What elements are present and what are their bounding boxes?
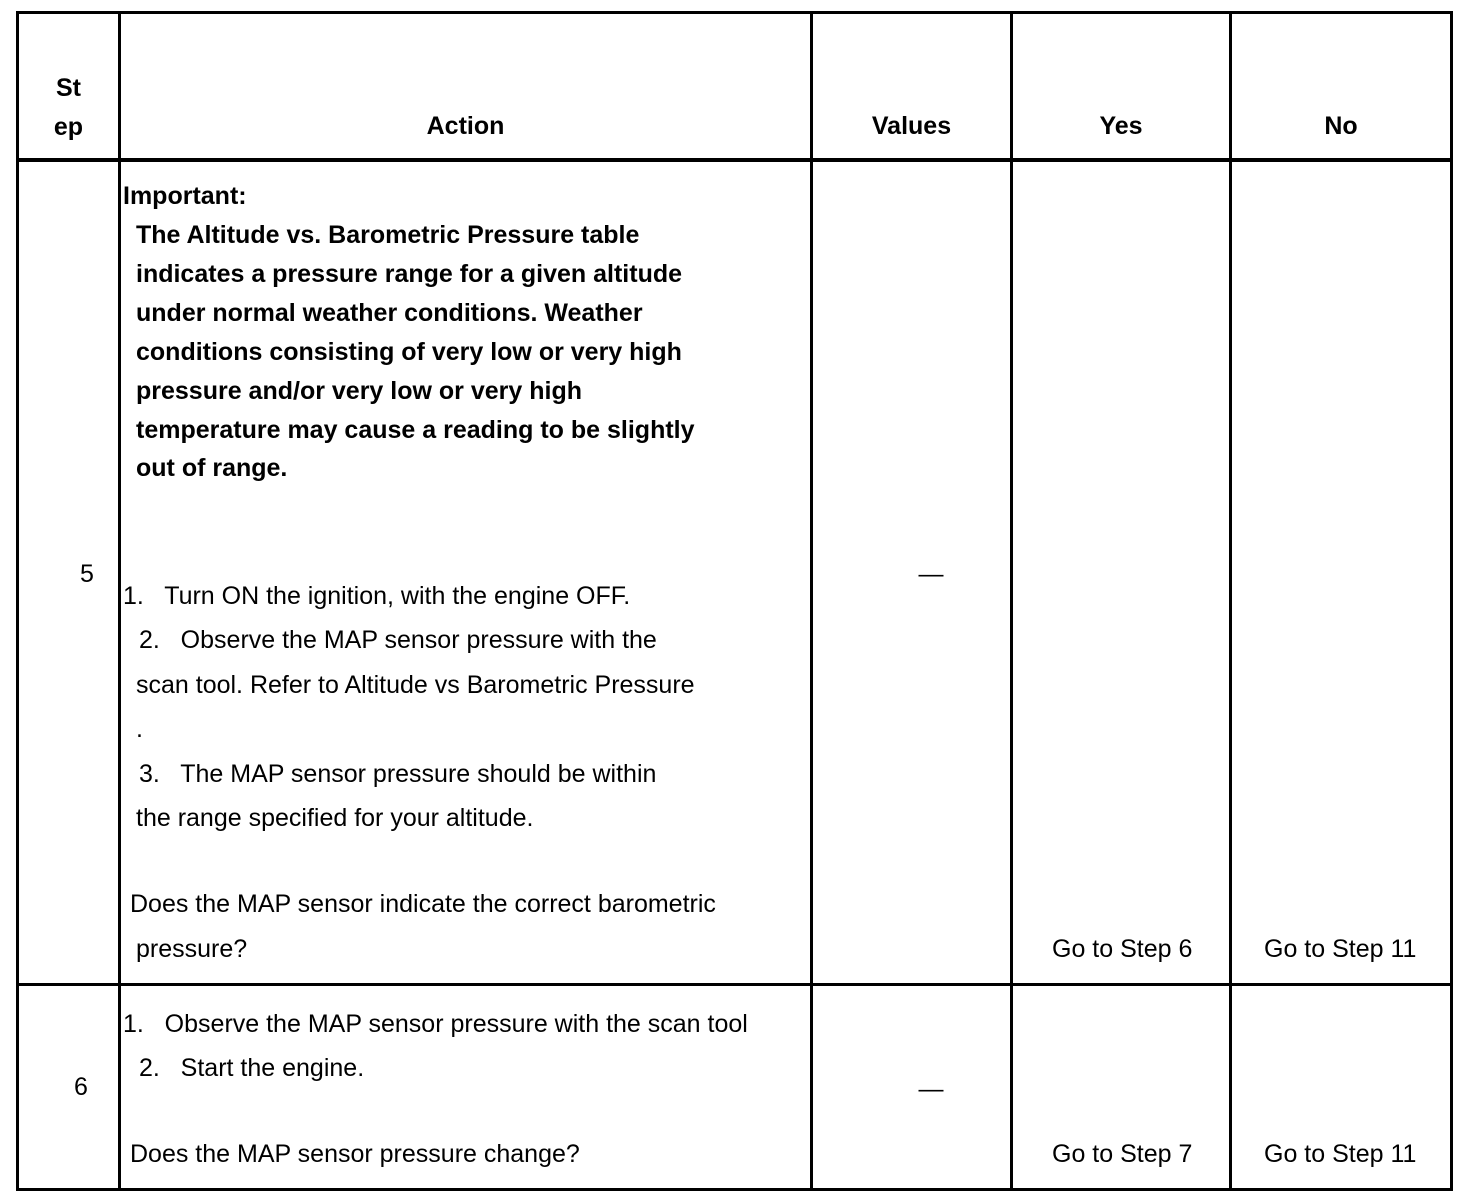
step-number: 5 xyxy=(80,560,94,588)
value-cell: — xyxy=(918,560,944,588)
action-step-line: 1. Observe the MAP sensor pressure with the scan tool xyxy=(123,1010,748,1038)
row-divider xyxy=(16,983,1453,986)
action-step-line: 1. Turn ON the ignition, with the engine OFF. xyxy=(123,582,631,610)
table-border-right xyxy=(1450,11,1453,1191)
col-divider-step xyxy=(118,11,121,1191)
table-border-left xyxy=(16,11,19,1191)
col-divider-values xyxy=(1010,11,1013,1191)
important-text-line: out of range. xyxy=(136,454,288,482)
important-text-line: temperature may cause a reading to be slightly xyxy=(136,416,695,444)
header-action: Action xyxy=(426,112,505,140)
action-step-line: the range specified for your altitude. xyxy=(136,804,534,832)
header-no: No xyxy=(1324,112,1358,140)
yes-cell: Go to Step 7 xyxy=(1052,1140,1193,1168)
action-question: Does the MAP sensor indicate the correct barometric xyxy=(130,890,716,918)
table-border-bottom xyxy=(16,1188,1453,1191)
header-divider xyxy=(16,158,1453,162)
col-divider-action xyxy=(810,11,813,1191)
col-divider-yes xyxy=(1229,11,1232,1191)
yes-cell: Go to Step 6 xyxy=(1052,935,1193,963)
important-text-line: pressure and/or very low or very high xyxy=(136,377,582,405)
action-step-line: . xyxy=(136,715,143,743)
important-text-line: conditions consisting of very low or very high xyxy=(136,338,682,366)
no-cell: Go to Step 11 xyxy=(1264,935,1417,963)
header-step-line1: St xyxy=(56,74,81,102)
step-number: 6 xyxy=(74,1073,88,1101)
no-cell: Go to Step 11 xyxy=(1264,1140,1417,1168)
action-question: pressure? xyxy=(136,935,248,963)
important-text-line: The Altitude vs. Barometric Pressure table xyxy=(136,221,640,249)
value-cell: — xyxy=(918,1075,944,1103)
action-question: Does the MAP sensor pressure change? xyxy=(130,1140,580,1168)
action-step-line: 3. The MAP sensor pressure should be within xyxy=(139,760,657,788)
important-label: Important: xyxy=(123,182,247,210)
header-yes: Yes xyxy=(1099,112,1143,140)
header-values: Values xyxy=(871,112,952,140)
important-text-line: under normal weather conditions. Weather xyxy=(136,299,643,327)
table-border-top xyxy=(16,11,1453,14)
header-step-line2: ep xyxy=(53,113,84,141)
important-text-line: indicates a pressure range for a given altitude xyxy=(136,260,683,288)
action-step-line: scan tool. Refer to Altitude vs Barometric Pressure xyxy=(136,671,695,699)
action-step-line: 2. Observe the MAP sensor pressure with the xyxy=(139,626,657,654)
action-step-line: 2. Start the engine. xyxy=(139,1054,365,1082)
